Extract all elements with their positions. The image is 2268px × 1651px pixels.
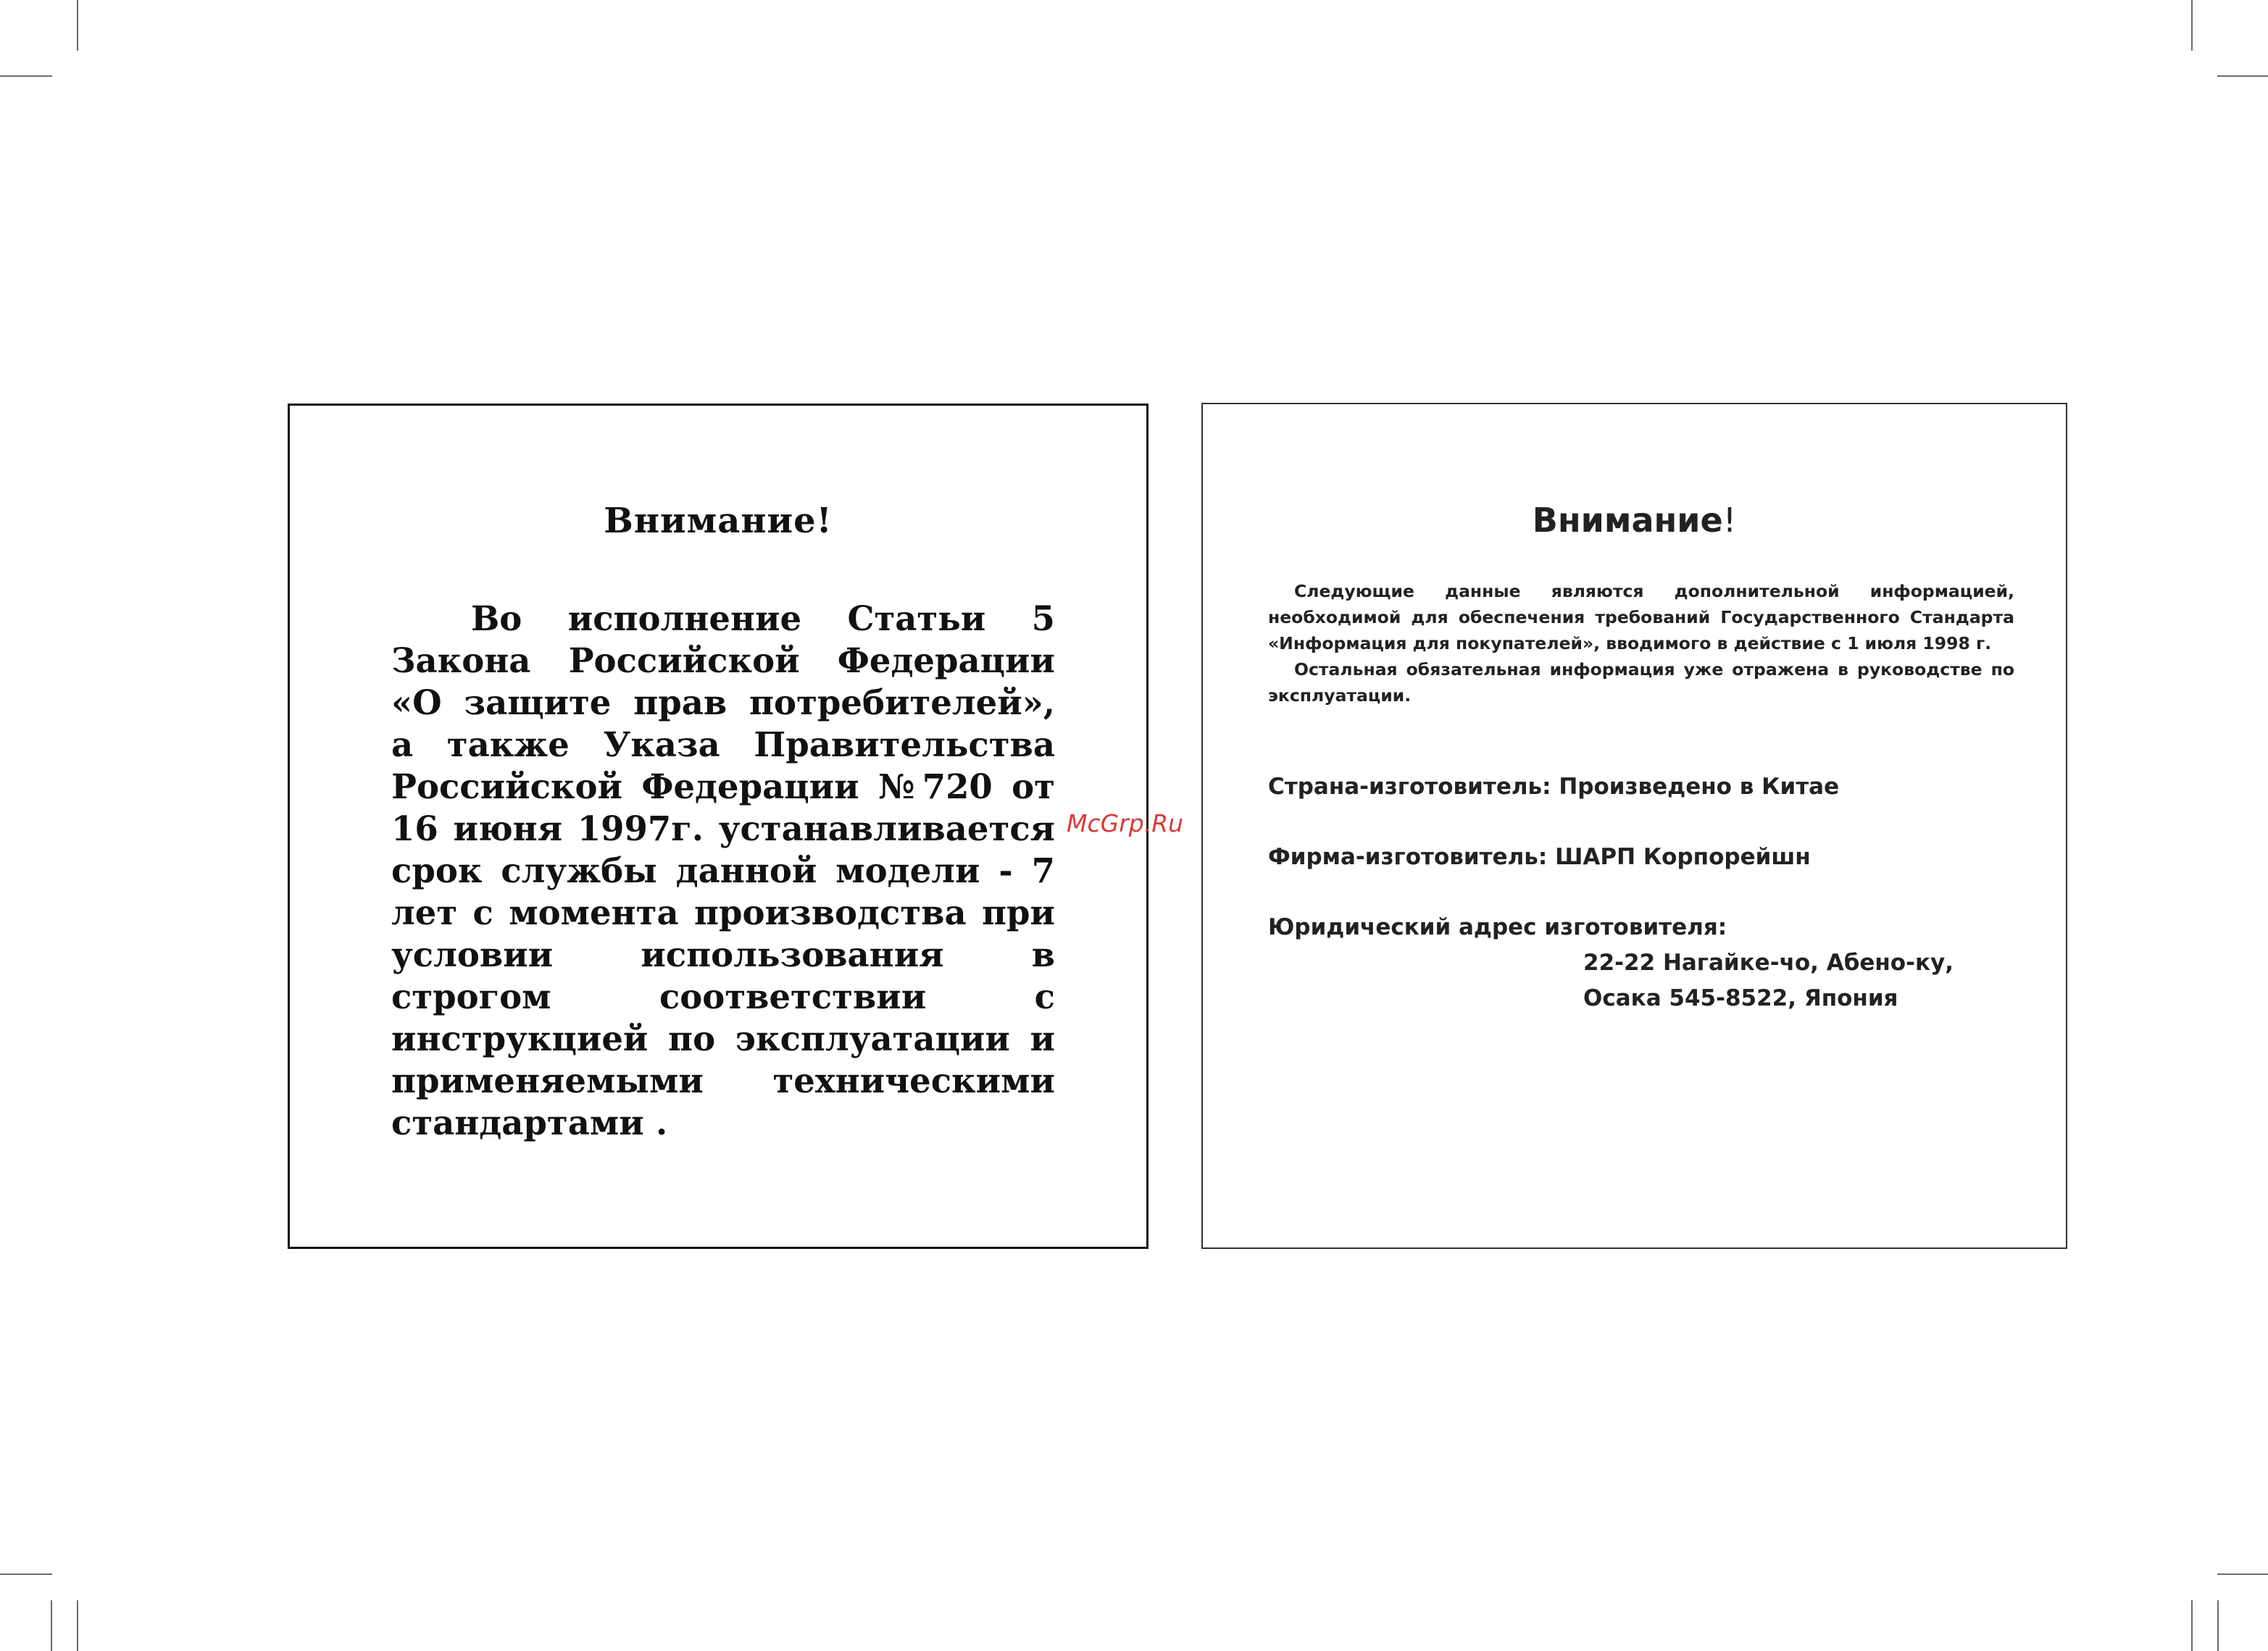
- legal-address-label: Юридический адрес изготовителя:: [1268, 914, 1727, 940]
- crop-mark: [2191, 1600, 2193, 1651]
- warning-panel-manufacturer-info: [1201, 403, 2067, 1249]
- right-panel-title-word: Внимание: [1532, 501, 1723, 540]
- crop-mark: [0, 75, 52, 77]
- manufacturer-name: Фирма-изготовитель: ШАРП Корпорейшн: [1268, 844, 1811, 870]
- service-life-text: Во исполнение Статьи 5 Закона Российской Федерации «О защите прав потребителей», а также Указа Правительства Российской Федерации №720 от 16 июня 1997г. устанавливается срок службы данной модели - 7 лет с момента производства при условии использования в строгом соответствии с инструкцией по эксплуатации и применяемыми техническими стандартами .: [391, 598, 1055, 1142]
- crop-mark: [2217, 75, 2268, 77]
- legal-address-line-2: Осака 545-8522, Япония: [1583, 985, 1898, 1011]
- right-panel-title-mark: !: [1722, 501, 1737, 540]
- crop-mark: [2217, 1573, 2268, 1575]
- note-paragraph-1: Следующие данные являются дополнительной информацией, необходимой для обеспечения требований Государственного Стандарта «Информация для покупателей», вводимого в действие с 1 июля 1998 г.: [1268, 581, 2014, 653]
- legal-address-line-1: 22-22 Нагайке-чо, Абено-ку,: [1583, 950, 1954, 976]
- crop-mark: [51, 1600, 52, 1651]
- additional-info-notes: [1268, 578, 2014, 709]
- left-panel-title: Внимание!: [604, 501, 833, 541]
- warning-panel-service-life: [288, 404, 1148, 1249]
- right-panel-title: [1203, 501, 2066, 540]
- crop-mark: [2191, 0, 2193, 51]
- crop-mark: [77, 0, 78, 51]
- note-paragraph-2: Остальная обязательная информация уже отражена в руководстве по эксплуатации.: [1268, 659, 2014, 706]
- country-of-manufacture: Страна-изготовитель: Произведено в Китае: [1268, 774, 1840, 800]
- site-watermark: McGrp.Ru: [1067, 809, 1184, 837]
- crop-mark: [77, 1600, 78, 1651]
- crop-mark: [0, 1573, 52, 1575]
- crop-mark: [2217, 1600, 2219, 1651]
